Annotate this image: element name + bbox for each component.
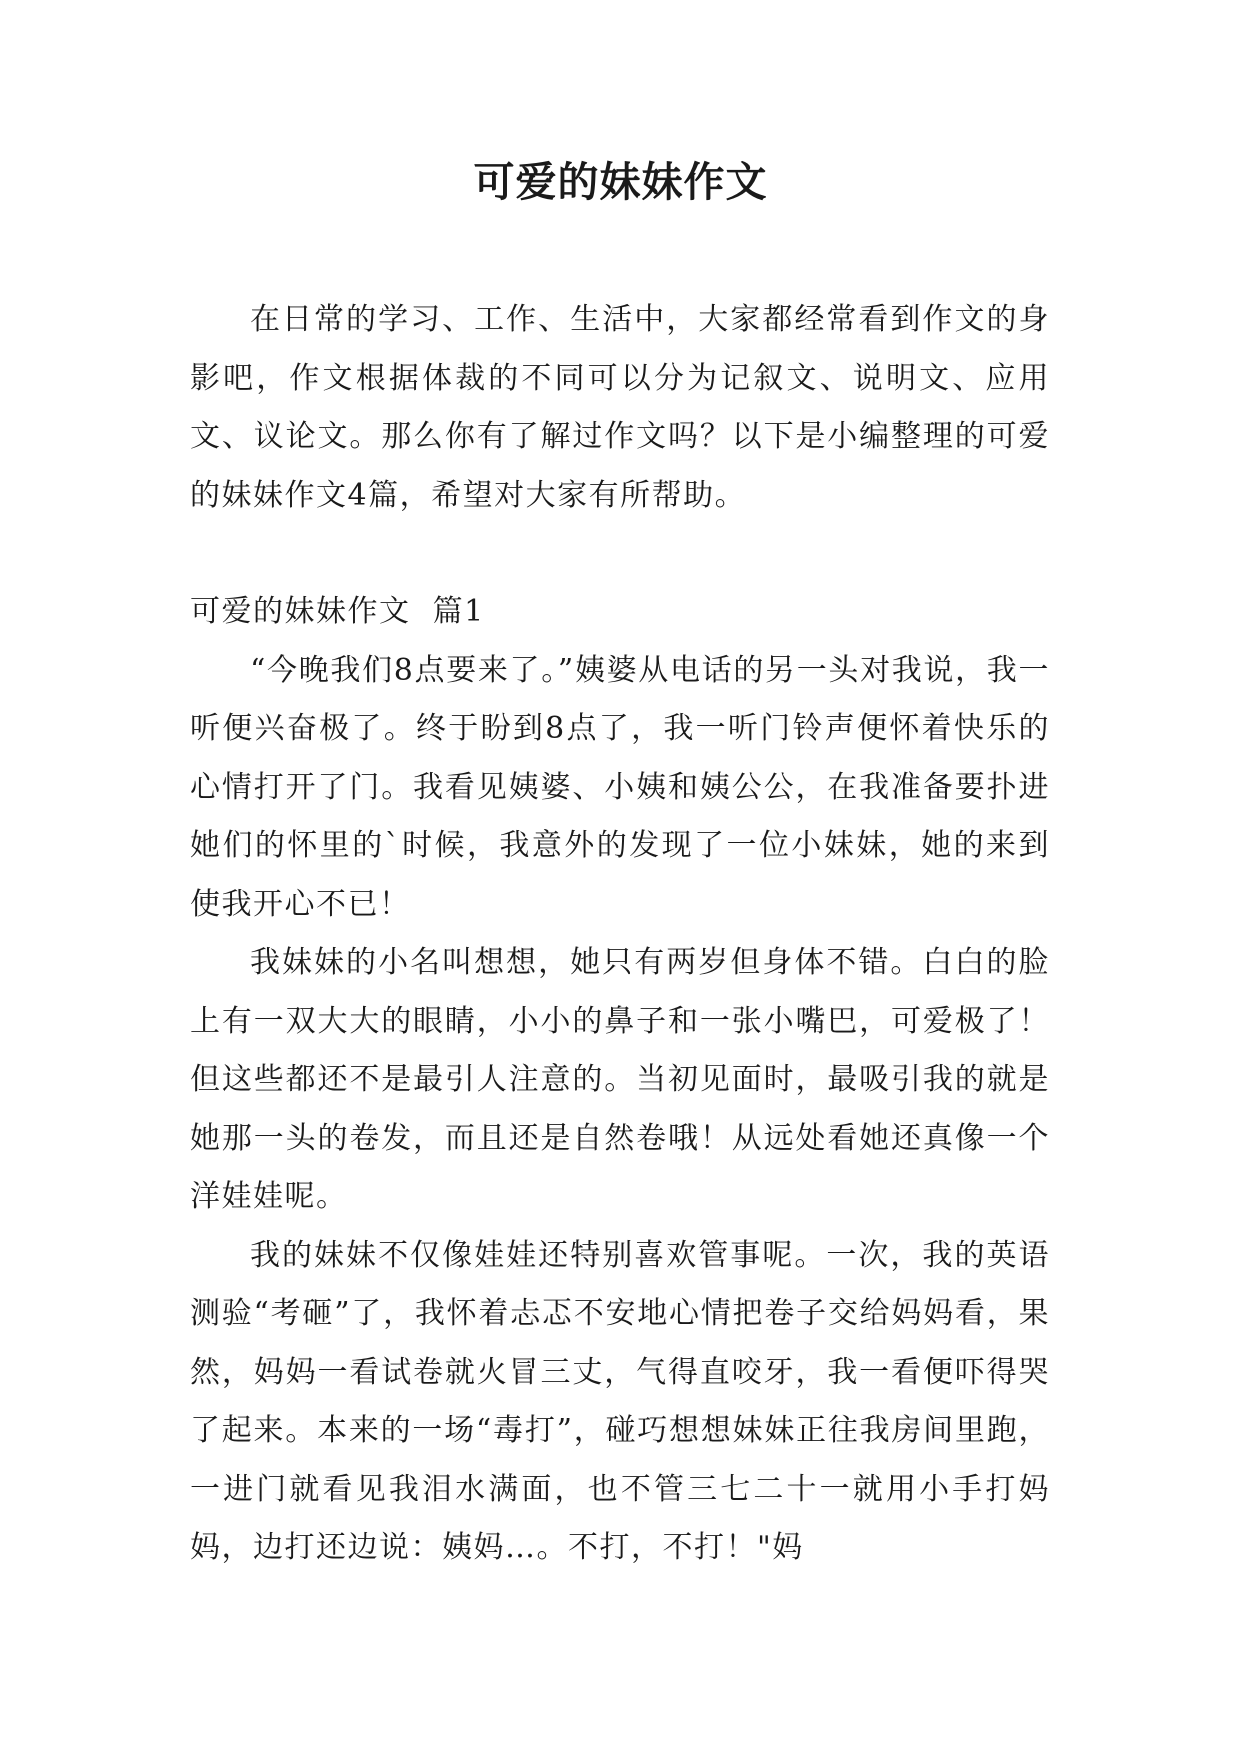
body-paragraph: 我妹妹的小名叫想想，她只有两岁但身体不错。白白的脸上有一双大大的眼睛，小小的鼻子和一张小嘴巴，可爱极了！但这些都还不是最引人注意的。当初见面时，最吸引我的就是她那一头的卷发，而且还是自然卷哦！从远处看她还真像一个洋娃娃呢。 <box>190 945 1050 1214</box>
intro-paragraph: 在日常的学习、工作、生活中，大家都经常看到作文的身影吧，作文根据体裁的不同可以分为记叙文、说明文、应用文、议论文。那么你有了解过作文吗？以下是小编整理的可爱的妹妹作文4篇，希望对大家有所帮助。 <box>190 302 1050 513</box>
document-title: 可爱的妹妹作文 <box>473 158 768 206</box>
body-paragraph: “今晚我们8点要来了。”姨婆从电话的另一头对我说，我一听便兴奋极了。终于盼到8点了，我一听门铃声便怀着快乐的心情打开了门。我看见姨婆、小姨和姨公公，在我准备要扑进她们的怀里的`时候，我意外的发现了一位小妹妹，她的来到使我开心不已！ <box>190 652 1050 922</box>
section-heading: 可爱的妹妹作文 篇1 <box>190 594 485 629</box>
document-body <box>190 291 1050 1578</box>
body-paragraph: 我的妹妹不仅像娃娃还特别喜欢管事呢。一次，我的英语测验“考砸”了，我怀着忐忑不安地心情把卷子交给妈妈看，果然，妈妈一看试卷就火冒三丈，气得直咬牙，我一看便吓得哭了起来。本来的一场“毒打”，碰巧想想妹妹正往我房间里跑，一进门就看见我泪水满面，也不管三七二十一就用小手打妈妈，边打还边说：姨妈…。不打，不打！"妈 <box>190 1237 1050 1565</box>
